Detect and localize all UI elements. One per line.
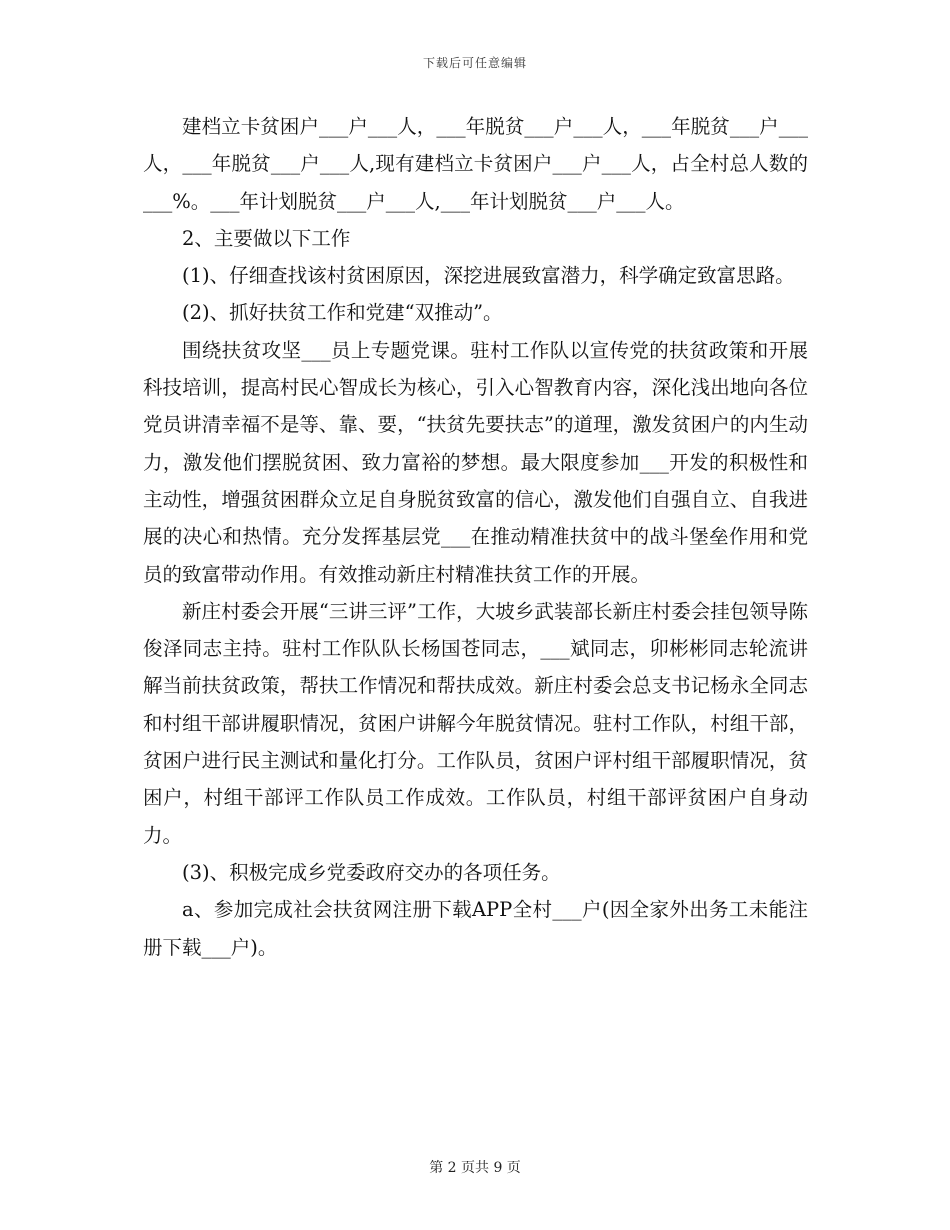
paragraph-item-2: (2)、抓好扶贫工作和党建“双推动”。	[182, 301, 503, 325]
page-number: 第 2 页共 9 页	[429, 1160, 521, 1176]
document-body	[143, 108, 808, 966]
paragraph-statistics: 建档立卡贫困户___户___人，___年脱贫___户___人，___年脱贫___户___人，___年脱贫___户___人,现有建档立卡贫困户___户___人，占全村总人数的___%。___年计划脱贫___户___人,___年计划脱贫___户___人。	[143, 115, 808, 213]
paragraph-item-3: (3)、积极完成乡党委政府交办的各项任务。	[182, 860, 561, 884]
paragraph-item-a: a、参加完成社会扶贫网注册下载APP全村___户(因全家外出务工未能注册下载___户)。	[143, 898, 808, 959]
paragraph-item-1: (1)、仔细查找该村贫困原因，深挖进展致富潜力，科学确定致富思路。	[182, 264, 795, 288]
paragraph-section-heading: 2、主要做以下工作	[182, 226, 351, 250]
paragraph-party-lecture: 围绕扶贫攻坚___员上专题党课。驻村工作队以宣传党的扶贫政策和开展科技培训，提高村民心智成长为核心，引入心智教育内容，深化浅出地向各位党员讲清幸福不是等、靠、要，“扶贫先要扶志”的道理，激发贫困户的内生动力，激发他们摆脱贫困、致力富裕的梦想。最大限度参加___开发的积极性和主动性，增强贫困群众立足自身脱贫致富的信心，激发他们自强自立、自我进展的决心和热情。充分发挥基层党___在推动精准扶贫中的战斗堡垒作用和党员的致富带动作用。有效推动新庄村精准扶贫工作的开展。	[143, 338, 808, 586]
paragraph-three-evaluations: 新庄村委会开展“三讲三评”工作，大坡乡武装部长新庄村委会挂包领导陈俊泽同志主持。驻村工作队队长杨国苍同志，___斌同志，卯彬彬同志轮流讲解当前扶贫政策，帮扶工作情况和帮扶成效。新庄村委会总支书记杨永全同志和村组干部讲履职情况，贫困户讲解今年脱贫情况。驻村工作队，村组干部，贫困户进行民主测试和量化打分。工作队员，贫困户评村组干部履职情况，贫困户，村组干部评工作队员工作成效。工作队员，村组干部评贫困户自身动力。	[143, 599, 808, 847]
page-header-note: 下载后可任意编辑	[422, 56, 527, 70]
